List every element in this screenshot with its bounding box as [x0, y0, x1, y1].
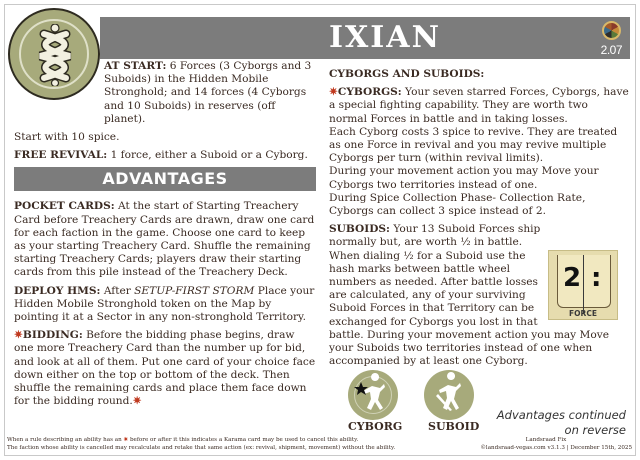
faction-wheel-icon	[602, 21, 621, 40]
advantages-heading: ADVANTAGES	[14, 167, 316, 191]
credit-line: ©landsraad-vegas.com v3.1.3 | December 15th, 2025	[480, 445, 632, 451]
force-label: FORCE	[569, 309, 597, 318]
version-number: 2.07	[600, 43, 622, 57]
cyborg-token-icon	[348, 370, 398, 420]
pocket-cards-rule: POCKET CARDS: At the start of Starting Treachery Card before Treachery Cards are drawn, draw one card for each faction in the game. Choose one card to keep as your starting Treachery Card. Shuffle the remaining starting Treachery Cards; players draw their starting cards from this pile instead of the Treachery Deck.	[14, 200, 315, 279]
deploy-hms-rule: DEPLOY HMS: After SETUP-FIRST STORM Place your Hidden Mobile Stronghold token on the Map by pointing it at a Sector in any non-stronghold Territory.	[14, 284, 315, 324]
left-column	[14, 60, 316, 413]
credits	[430, 436, 632, 452]
battle-wheel-force-image: 2 : FORCE	[548, 250, 618, 320]
suboid-token-icon	[424, 370, 474, 420]
right-column	[329, 60, 629, 368]
cyborgs-revive-rule: Each Cyborg costs 3 spice to revive. They are treated as one Force in revival and you may revive multiple Cyborgs per turn (within revival limits).	[329, 125, 618, 165]
cyborgs-movement-rule: During your movement action you may Move your Cyborgs two territories instead of one.	[329, 165, 599, 191]
karama-star-icon: ✷	[329, 86, 338, 99]
start-spice: Start with 10 spice.	[14, 131, 120, 144]
cyborgs-spice-rule: During Spice Collection Phase- Collection Rate, Cyborgs can collect 3 spice instead of 2.	[329, 191, 586, 218]
suboid-label: SUBOID	[428, 420, 480, 433]
karama-footnote: When a rule describing an ability has an ✷ before or after it this indicates a Karama card may be used to cancel this ability. The faction whose ability is cancelled may recalculate and retake that same action (ex: revival, shipment, movement) without the ability.	[7, 437, 396, 451]
bidding-rule: ✷BIDDING: Before the bidding phase begins, draw one more Treachery Card than the number up for bid, and look at all of them. Put one card of your choice face down either on the top or bottom of the deck. Then shuffle the remaining cards and place them face down for the bidding round.✷	[14, 329, 316, 408]
free-revival-rule: FREE REVIVAL: 1 force, either a Suboid or a Cyborg.	[14, 149, 308, 162]
credit-title: Landsraad Fix	[525, 437, 567, 443]
continued-note: Advantages continued on reverse	[496, 408, 626, 437]
title-bar	[100, 17, 630, 59]
cyborgs-rule: ✷CYBORGS: Your seven starred Forces, Cyborgs, have a special fighting capability. They are worth two normal Forces in battle and in taking losses.	[329, 86, 629, 125]
at-start-rule: AT START: 6 Forces (3 Cyborgs and 3 Suboids) in the Hidden Mobile Stronghold; and 14 forces (4 Cyborgs and 10 Suboids) in reserves (off planet).	[104, 60, 312, 125]
cyborg-label: CYBORG	[348, 420, 403, 433]
karama-star-icon: ✷	[123, 437, 129, 443]
cyborgs-suboids-heading: CYBORGS AND SUBOIDS:	[329, 68, 485, 80]
faction-title: IXIAN	[328, 20, 442, 55]
karama-star-icon: ✷	[132, 395, 142, 408]
karama-star-icon: ✷	[14, 329, 23, 342]
suboids-rule: SUBOIDS: Your 13 Suboid Forces ship normally but, are worth ½ in battle. When dialing ½ for a Suboid use the hash marks between battle wheel numbers as needed. After battle losses are calculated, any of your surviving Suboid Forces in that Territory can be exchanged for Cyborgs you lost in that battle. During your movement action you may Move your Suboids two territories instead of one when accompanied by at least one Cyborg.	[329, 223, 610, 368]
